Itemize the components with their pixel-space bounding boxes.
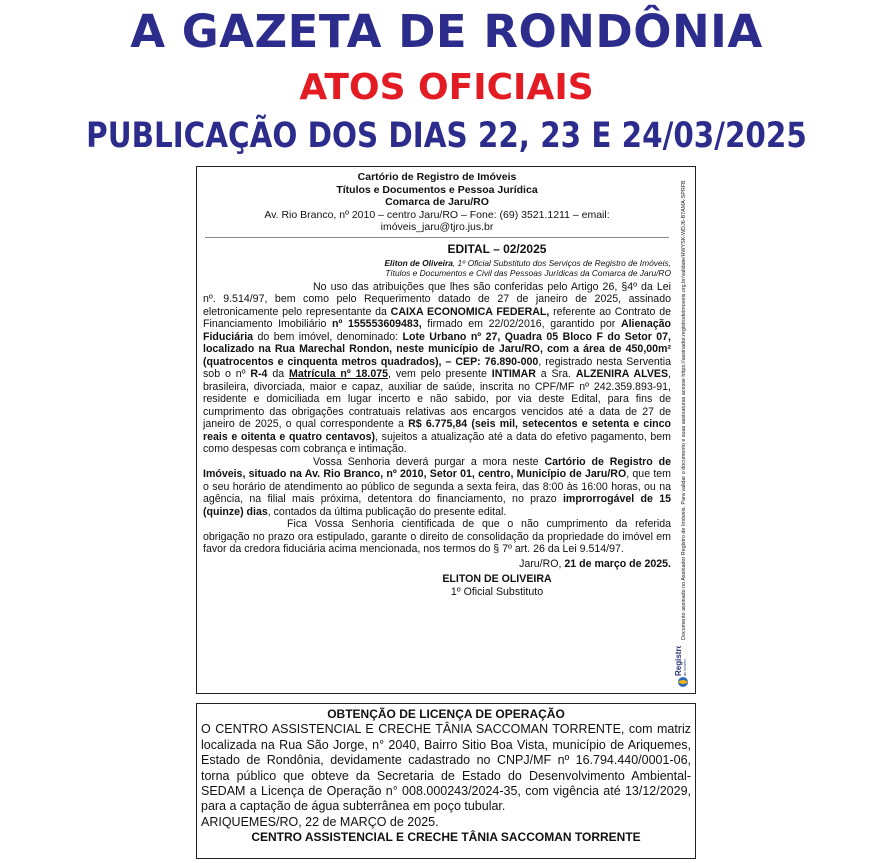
edital-body (203, 281, 671, 599)
p2-text: Vossa Senhoria deverá purgar a mora neste (313, 455, 545, 468)
license-title: OBTENÇÃO DE LICENÇA DE OPERAÇÃO (327, 707, 565, 721)
p1-text: da (267, 368, 289, 380)
signature-name: ELITON DE OLIVEIRA (442, 573, 552, 585)
dateline-place: Jaru/RO, (519, 557, 565, 570)
section-title: ATOS OFICIAIS (299, 67, 594, 108)
edital-signer (203, 258, 671, 279)
svg-text:Registro: Registro (674, 646, 683, 676)
registry-name: Cartório de Registro de Imóveis (357, 171, 517, 183)
p1-text: do bem imóvel, denominado: (253, 330, 403, 343)
license-signature: CENTRO ASSISTENCIAL E CRECHE TÂNIA SACCOMAN TORRENTE (251, 830, 641, 845)
edital-content (203, 171, 671, 598)
svg-text:de Imóveis: de Imóveis (683, 659, 687, 676)
p1-bold-property: Lote Urbano nº 27, Quadra 05 Bloco F do Setor 07, localizado na Rua Marechal Rondon, neste município de Jaru/RO, com a área de 450,00m² (quatrocentos e cinquenta metros quadrados), – CEP: 76.890-000 (203, 330, 672, 368)
p1-bold-amount: R$ 6.775,84 (seis mil, setecentos e setenta e cinco reais e oitenta e quatro centavos) (203, 418, 671, 443)
signer-desc: , 1º Oficial Substituto dos Serviços de Registro de Imóveis, (452, 257, 671, 268)
p1-text: No uso das atribuições que lhes são conferidas pelo Artigo 26, §4º da Lei nº. 9.514/97, bem como pelo Requerimento datado de 27 de janeiro de 2025, assinado eletronicamente pelo representante da (203, 280, 671, 318)
p1-bold-record: R-4 (250, 368, 268, 380)
license-body: O CENTRO ASSISTENCIAL E CRECHE TÂNIA SACCOMAN TORRENTE, com matriz localizada na Rua São Jorge, n° 2040, Bairro Sitio Boa Vista, município de Ariquemes, Estado de Rondônia, devidamente cadastrado no CNPJ/MF nº 16.794.440/0001-06, torna público que obteve da Secretaria de Estado do Desenvolvimento Ambiental-SEDAM a Licença de Operação n° 008.000243/2024-35, com vigência até 13/12/2029, para a captação de água subterrânea em poço tubular. (201, 722, 691, 814)
paragraph-2 (203, 456, 671, 519)
license-notice (196, 703, 696, 859)
p2-bold-address: Cartório de Registro de Imóveis, situado na Av. Rio Branco, nº 2010, Setor 01, centro, Município de Jaru/RO (203, 455, 671, 480)
p1-bold-guarantee: Alienação Fiduciária (203, 318, 671, 343)
p2-bold-deadline: improrrogável de 15 (quinze) dias (203, 493, 671, 518)
registry-header (203, 171, 671, 234)
p1-bold-contract: nº 155553609483, (332, 318, 422, 330)
p1-bold-creditor: CAIXA ECONOMICA FEDERAL, (390, 305, 550, 318)
newspaper-title: A GAZETA DE RONDÔNIA (130, 5, 763, 58)
p1-text: , brasileira, divorciada, maior e capaz, auxiliar de saúde, inscrita no CPF/MF nº 242.359.893-91, residente e domiciliada em lugar incerto e não sabido, por via deste Edital, para fins de cumprimento das obrigações contratuais relativas aos encargos vencidos até a data de 27 de janeiro de 2025, o qual correspondente a (203, 368, 671, 430)
digital-signature-note (680, 170, 694, 645)
p1-bold-matricula: Matrícula nº 18.075 (289, 368, 389, 380)
p1-text: firmado em 22/02/2016, garantido por (421, 318, 621, 330)
edital-notice (196, 166, 696, 694)
edital-dateline (203, 558, 671, 571)
registro-logo-icon (673, 646, 693, 688)
signer-name: Eliton de Oliveira (384, 257, 453, 268)
p1-text: a Sra. (535, 368, 576, 380)
p1-text: , registrado nesta Serventia sob o nº (203, 355, 671, 380)
p2-text: , que tem o seu horário de atendimento ao público de segunda a sexta feira, das 8:00 às 16:00 horas, ou na agência, na filial mais próxima, detentora do financiamento, no prazo (203, 468, 671, 505)
registry-comarca: Comarca de Jaru/RO (385, 196, 489, 208)
paragraph-1 (203, 281, 671, 456)
license-content (201, 707, 691, 846)
dateline-date: 21 de março de 2025. (564, 557, 671, 570)
registry-address: Av. Rio Branco, nº 2010 – centro Jaru/RO – Fone: (69) 3521.1211 – email: (264, 208, 610, 221)
p1-bold-intimar: INTIMAR (491, 368, 536, 380)
edital-signature (203, 573, 671, 598)
header-divider (205, 237, 669, 238)
registry-email: imóveis_jaru@tjro.jus.br (380, 221, 494, 233)
p1-bold-debtor: ALZENIRA ALVES (575, 368, 669, 380)
p1-text: , vem pelo presente (388, 368, 492, 380)
p1-text: referente ao Contrato de Financiamento Imobiliário (203, 305, 672, 330)
license-dateline: ARIQUEMES/RO, 22 de MARÇO de 2025. (201, 814, 439, 829)
paragraph-3: Fica Vossa Senhoria cientificada de que o não cumprimento da referida obrigação no prazo ora estipulado, garante o direito de consolidação da propriedade do imóvel em favor da credora fiduciária acima mencionada, nos termos do § 7º art. 26 da Lei 9.514/97. (203, 518, 671, 555)
signer-desc2: Títulos e Documentos e Civil das Pessoas Jurídicas da Comarca de Jaru/RO (385, 268, 671, 278)
signature-role: 1º Oficial Substituto (450, 585, 544, 598)
registro-logo-graphic (673, 646, 693, 688)
p1-text: , sujeitos a atualização até a data do efetivo pagamento, bem como despesas com cobrança e intimação. (203, 430, 671, 455)
edital-title: EDITAL – 02/2025 (447, 241, 547, 256)
p2-text: , contados da última publicação do presente edital. (267, 505, 507, 518)
signature-validation-text: Documento assinado no Assinador Registro de Imóveis. Para validar o documento e suas assinaturas acesse https://assinador.registrodeimoveis.org.br/validate/HWYSK-WDJ6-B7AMA-SPRFB (681, 180, 687, 640)
registry-subname: Títulos e Documentos e Pessoa Jurídica (336, 183, 538, 196)
publication-dates: PUBLICAÇÃO DOS DIAS 22, 23 E 24/03/2025 (86, 116, 807, 156)
